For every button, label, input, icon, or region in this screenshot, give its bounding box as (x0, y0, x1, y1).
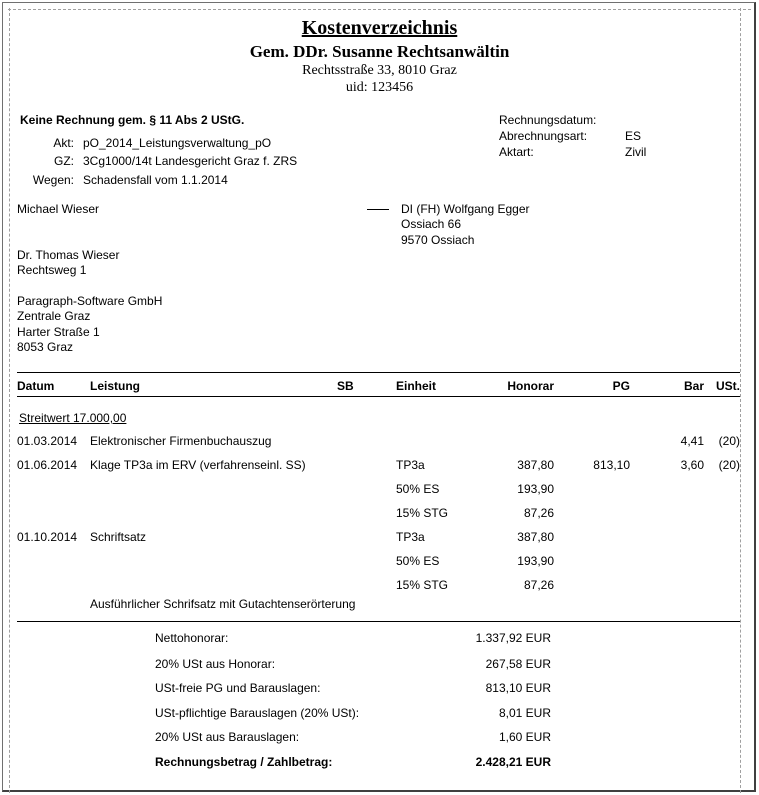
company-name: Paragraph-Software GmbH (17, 294, 163, 308)
total-value: 1.337,92 EUR (475, 631, 551, 645)
akt-label: Akt: (53, 136, 74, 150)
client-name: Michael Wieser (17, 202, 100, 216)
streitwert: Streitwert 17.000,00 (19, 411, 127, 425)
total-label: 20% USt aus Barauslagen: (155, 730, 300, 744)
firm-name: Gem. DDr. Susanne Rechtsanwältin (249, 42, 510, 61)
document-title: Kostenverzeichnis (301, 17, 458, 39)
total-value: 8,01 EUR (498, 706, 551, 720)
totals-rule (17, 621, 740, 622)
representative-name: Dr. Thomas Wieser (17, 248, 120, 262)
margin-guide-right (740, 8, 741, 793)
opponent-name: DI (FH) Wolfgang Egger (401, 202, 530, 216)
row-datum: 01.03.2014 (17, 434, 78, 448)
table-top-rule (17, 372, 740, 373)
row-leistung: Schriftsatz (90, 530, 147, 544)
akt-value: pO_2014_Leistungsverwaltung_pO (83, 136, 272, 150)
company-street: Harter Straße 1 (17, 325, 100, 339)
row-bar: 4,41 (680, 434, 704, 448)
wegen-label: Wegen: (32, 173, 74, 187)
col-header-leistung: Leistung (90, 379, 140, 393)
row-datum: 01.06.2014 (17, 458, 78, 472)
row-honorar: 87,26 (523, 578, 554, 592)
row-honorar: 387,80 (517, 530, 554, 544)
margin-guide-top (8, 9, 751, 10)
wegen-value: Schadensfall vom 1.1.2014 (83, 173, 228, 187)
total-label: 20% USt aus Honorar: (155, 657, 276, 671)
case-type-label: Aktart: (499, 145, 534, 159)
invoice-date-label: Rechnungsdatum: (499, 113, 597, 127)
grand-total-label: Rechnungsbetrag / Zahlbetrag: (155, 755, 333, 769)
col-header-sb: SB (337, 379, 354, 393)
representative-street: Rechtsweg 1 (17, 263, 87, 277)
company-branch: Zentrale Graz (17, 309, 91, 323)
row-bar: 3,60 (680, 458, 704, 472)
row-leistung: Klage TP3a im ERV (verfahrenseinl. SS) (90, 458, 306, 472)
col-header-ust: USt. (716, 379, 740, 393)
row-honorar: 87,26 (523, 506, 554, 520)
firm-uid: uid: 123456 (345, 80, 414, 95)
row-einheit: TP3a (396, 530, 425, 544)
row-einheit: 50% ES (396, 482, 440, 496)
company-city: 8053 Graz (17, 340, 74, 354)
opponent-street: Ossiach 66 (401, 217, 462, 231)
total-label: USt-freie PG und Barauslagen: (155, 681, 321, 695)
total-label: Nettohonorar: (155, 631, 229, 645)
row-ust: (20) (718, 458, 740, 472)
row-honorar: 193,90 (517, 482, 554, 496)
row-einheit: 15% STG (396, 578, 449, 592)
firm-address: Rechtsstraße 33, 8010 Graz (302, 63, 457, 78)
col-header-einheit: Einheit (396, 379, 437, 393)
col-header-bar: Bar (683, 379, 704, 393)
service-note: Ausführlicher Schrifsatz mit Gutachtenserörterung (90, 597, 356, 611)
grand-total-value: 2.428,21 EUR (475, 755, 551, 769)
total-value: 813,10 EUR (485, 681, 551, 695)
billing-type-value: ES (625, 129, 642, 143)
opponent-city: 9570 Ossiach (401, 233, 475, 247)
total-value: 1,60 EUR (498, 730, 551, 744)
col-header-honorar: Honorar (507, 379, 554, 393)
row-pg: 813,10 (593, 458, 630, 472)
case-type-value: Zivil (625, 145, 647, 159)
col-header-pg: PG (612, 379, 630, 393)
margin-guide-left (9, 8, 10, 793)
table-header-rule (17, 396, 740, 397)
row-honorar: 193,90 (517, 554, 554, 568)
row-einheit: TP3a (396, 458, 425, 472)
row-ust: (20) (718, 434, 740, 448)
gz-value: 3Cg1000/14t Landesgericht Graz f. ZRS (83, 154, 298, 168)
billing-type-label: Abrechnungsart: (499, 129, 588, 143)
col-header-datum: Datum (17, 379, 55, 393)
total-value: 267,58 EUR (485, 657, 551, 671)
row-einheit: 50% ES (396, 554, 440, 568)
party-separator (367, 209, 389, 210)
row-datum: 01.10.2014 (17, 530, 78, 544)
row-honorar: 387,80 (517, 458, 554, 472)
total-label: USt-pflichtige Barauslagen (20% USt): (155, 706, 360, 720)
gz-label: GZ: (54, 154, 74, 168)
row-leistung: Elektronischer Firmenbuchauszug (90, 434, 272, 448)
tax-note: Keine Rechnung gem. § 11 Abs 2 UStG. (20, 113, 245, 127)
row-einheit: 15% STG (396, 506, 449, 520)
